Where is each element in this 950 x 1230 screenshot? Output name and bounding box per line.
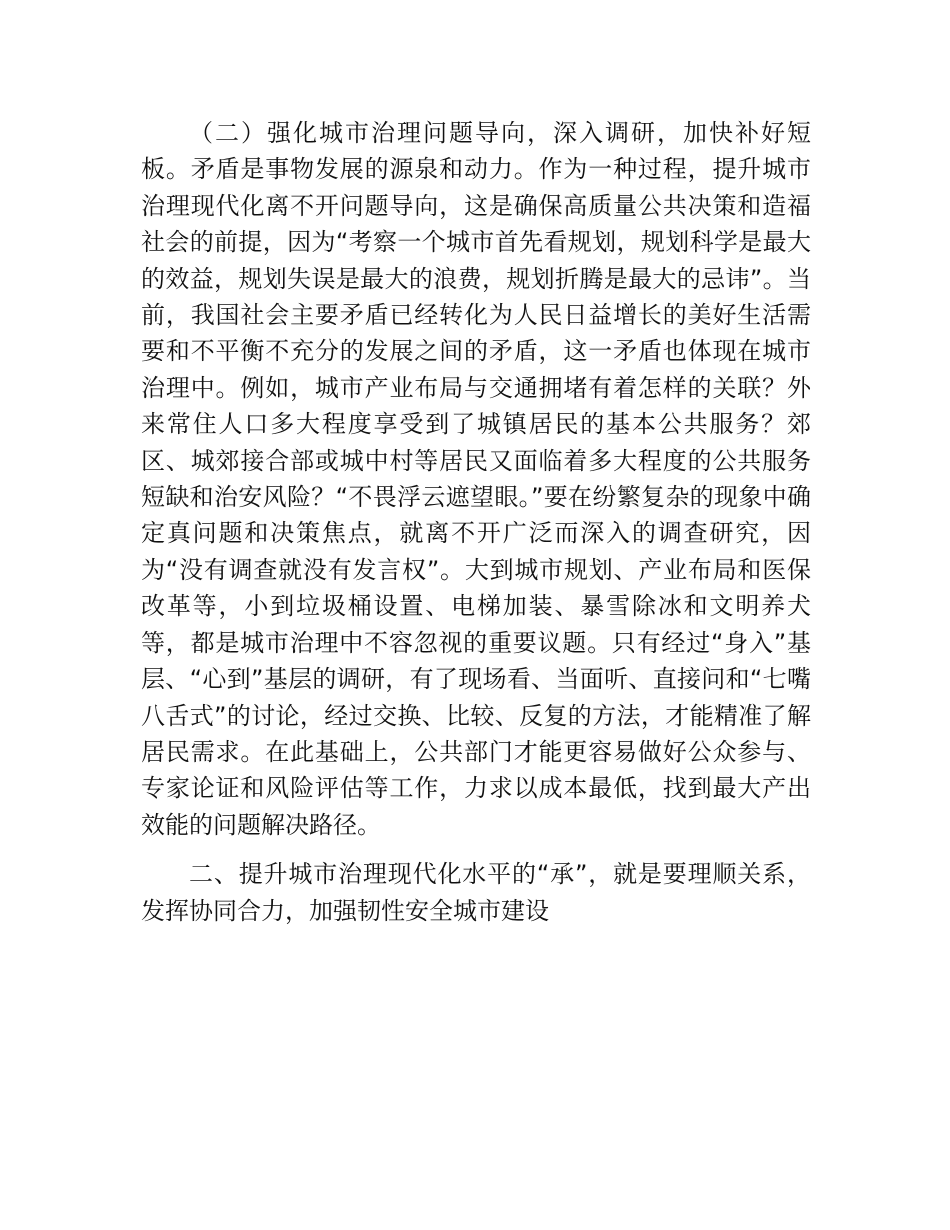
paragraph-problem-orientation: （二）强化城市治理问题导向，深入调研，加快补好短板。矛盾是事物发展的源泉和动力。作为一种过程，提升城市治理现代化离不开问题导向，这是确保高质量公共决策和造福社会的前提，因为“考察一个城市首先看规划，规划科学是最大的效益，规划失误是最大的浪费，规划折腾是最大的忌讳”。当前，我国社会主要矛盾已经转化为人民日益增长的美好生活需要和不平衡不充分的发展之间的矛盾，这一矛盾也体现在城市治理中。例如，城市产业布局与交通拥堵有着怎样的关联？外来常住人口多大程度享受到了城镇居民的基本公共服务？郊区、城郊接合部或城中村等居民又面临着多大程度的公共服务短缺和治安风险？“不畏浮云遮望眼。”要在纷繁复杂的现象中确定真问题和决策焦点，就离不开广泛而深入的调查研究，因为“没有调查就没有发言权”。大到城市规划、产业布局和医保改革等，小到垃圾桶设置、电梯加装、暴雪除冰和文明养犬等，都是城市治理中不容忽视的重要议题。只有经过“身入”基层、“心到”基层的调研，有了现场看、当面听、直接问和“七嘴八舌式”的讨论，经过交换、比较、反复的方法，才能精准了解居民需求。在此基础上，公共部门才能更容易做好公众参与、专家论证和风险评估等工作，力求以成本最低，找到最大产出效能的问题解决路径。 (141, 119, 811, 839)
document-body (141, 115, 811, 929)
section-heading-cheng: 二、提升城市治理现代化水平的“承”，就是要理顺关系，发挥协同合力，加强韧性安全城市建设 (141, 860, 811, 925)
